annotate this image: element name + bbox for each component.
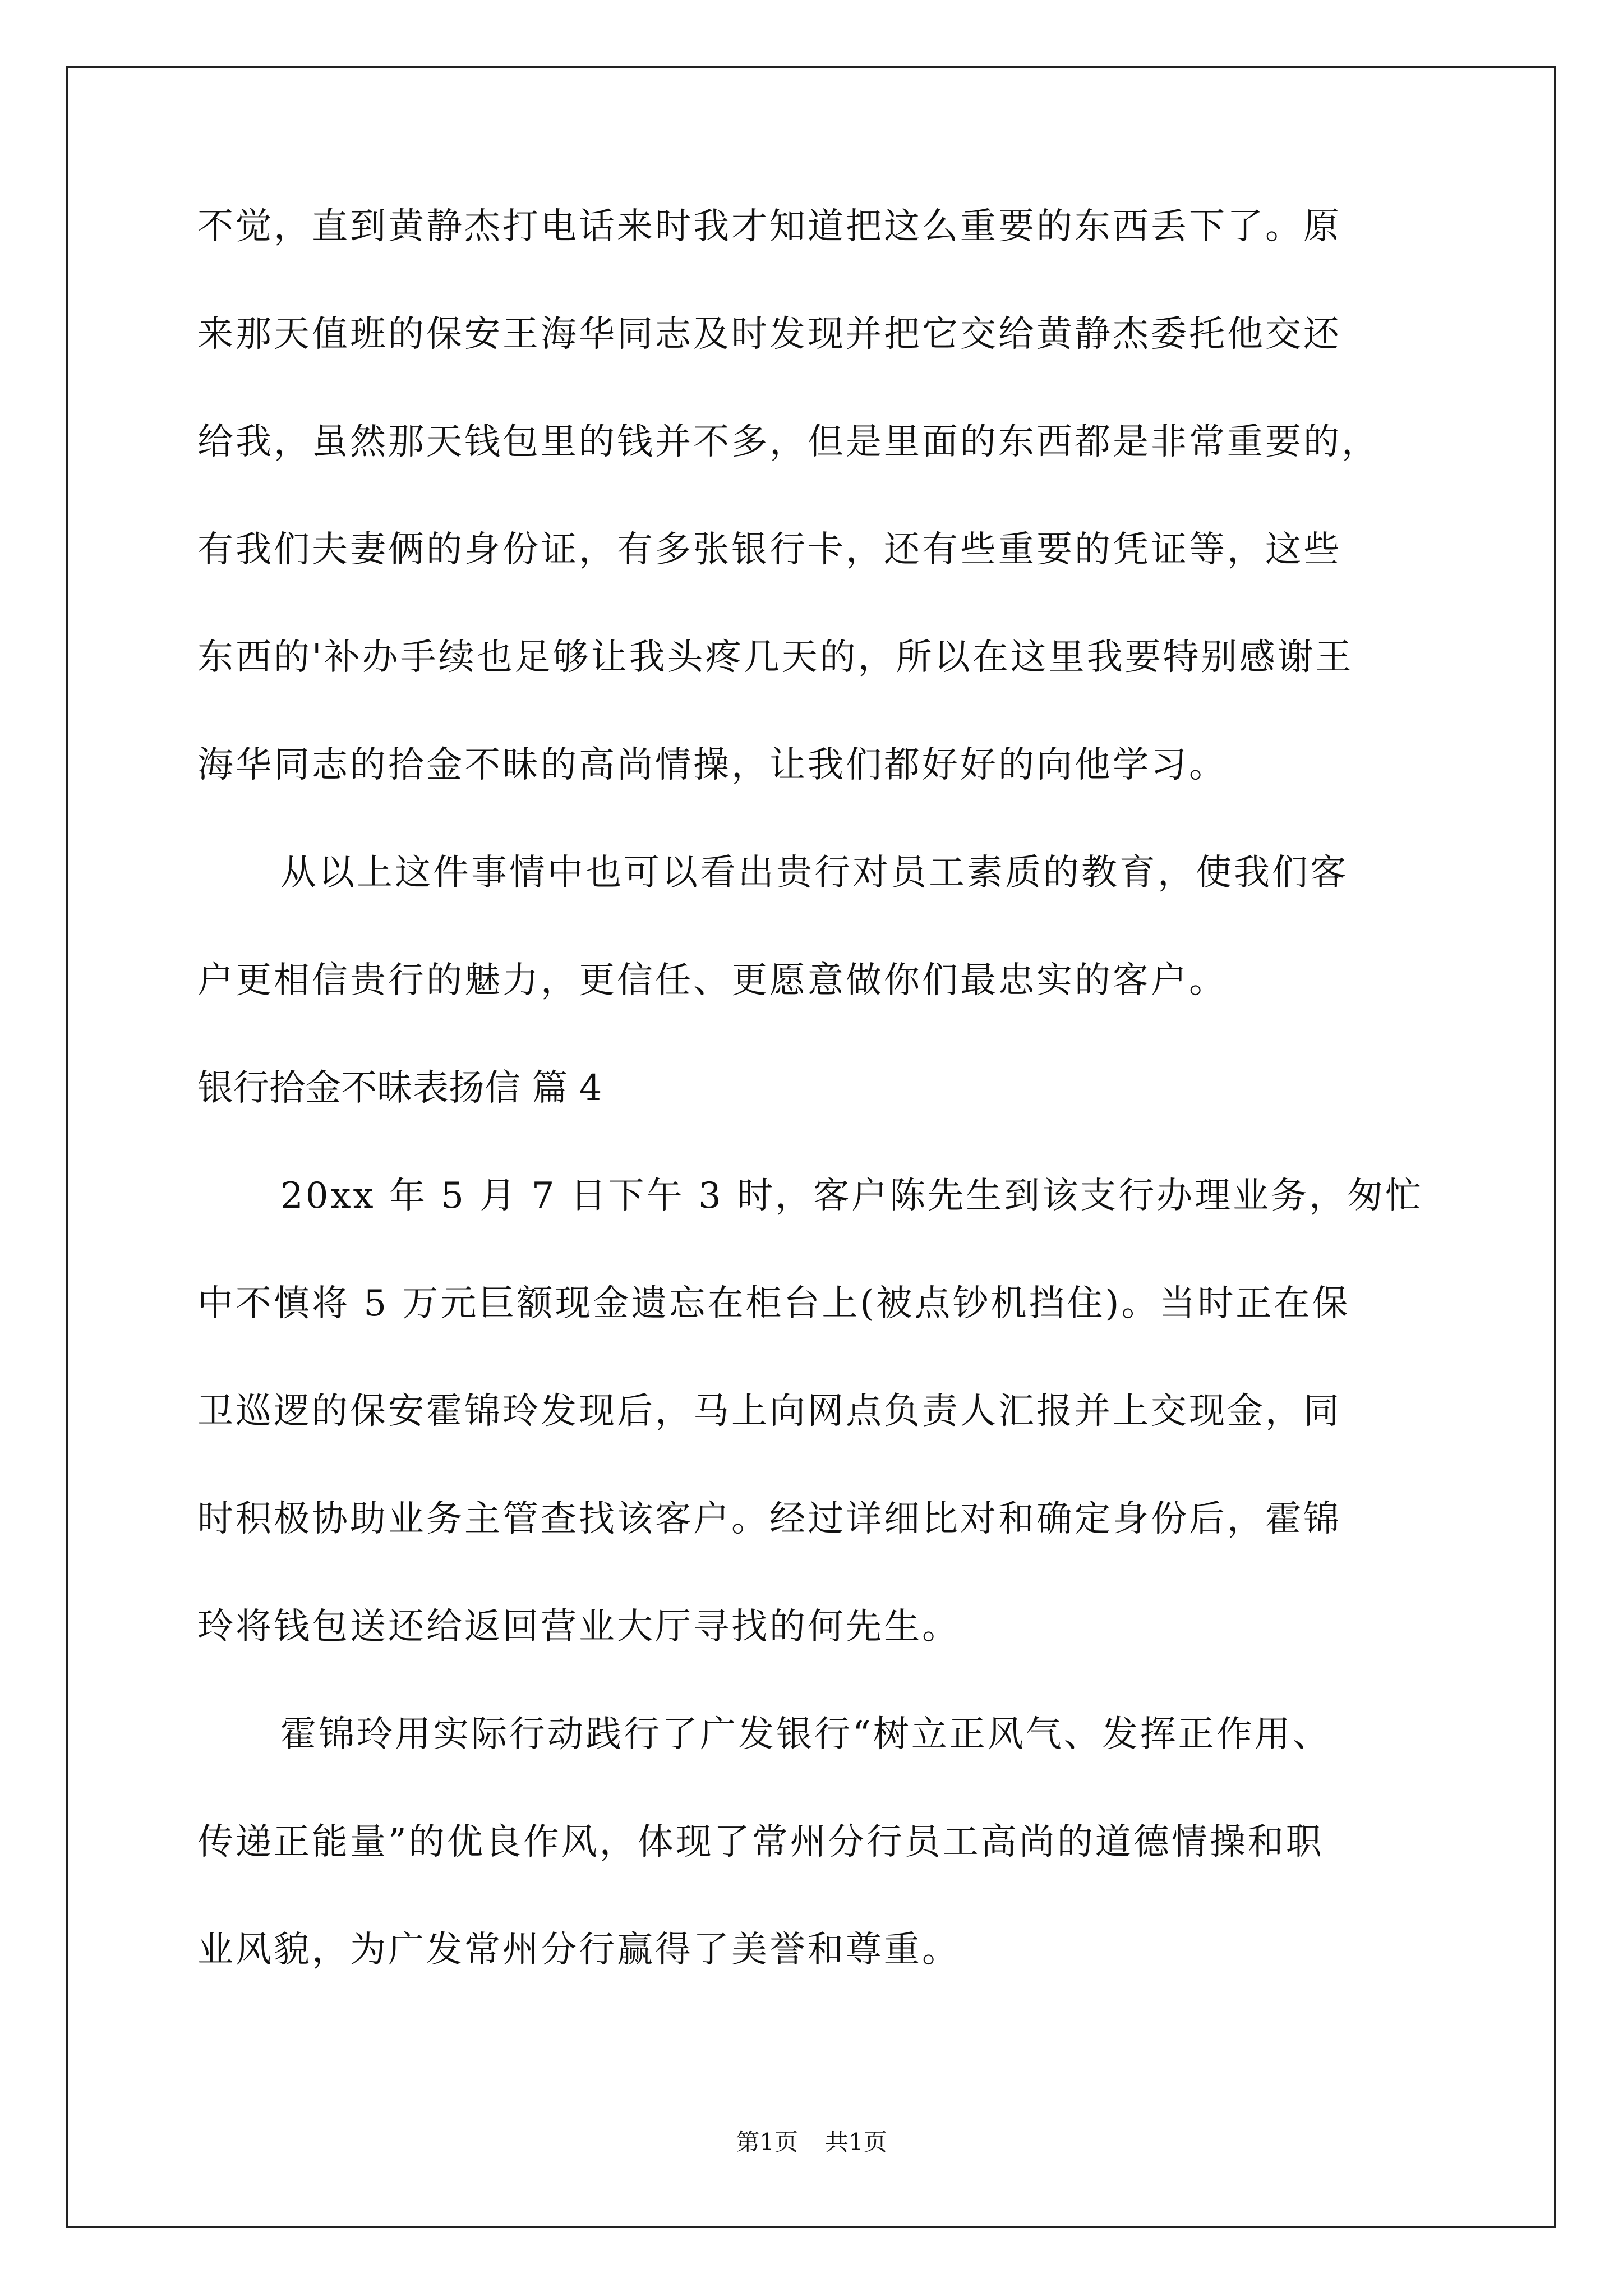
text-line: 不觉，直到黄静杰打电话来时我才知道把这么重要的东西丢下了。原 — [197, 206, 1341, 247]
text-line: 来那天值班的保安王海华同志及时发现并把它交给黄静杰委托他交还 — [197, 314, 1341, 355]
text-line: 时积极协助业务主管查找该客户。经过详细比对和确定身份后，霍锦 — [197, 1498, 1341, 1540]
page-number: 第1页 — [736, 2128, 798, 2156]
text-line: 传递正能量”的优良作风，体现了常州分行员工高尚的道德情操和职 — [197, 1821, 1324, 1863]
text-line: 中不慎将 5 万元巨额现金遗忘在柜台上(被点钞机挡住)。当时正在保 — [197, 1283, 1350, 1324]
text-line: 卫巡逻的保安霍锦玲发现后，马上向网点负责人汇报并上交现金，同 — [197, 1391, 1341, 1432]
text-line: 玲将钱包送还给返回营业大厅寻找的何先生。 — [197, 1606, 960, 1648]
text-line: 20xx 年 5 月 7 日下午 3 时，客户陈先生到该支行办理业务，匆忙 — [280, 1175, 1424, 1217]
text-line: 东西的'补办手续也足够让我头疼几天的，所以在这里我要特别感谢王 — [197, 637, 1354, 678]
text-line: 霍锦玲用实际行动践行了广发银行“树立正风气、发挥正作用、 — [280, 1714, 1331, 1755]
page-border — [66, 66, 1556, 2228]
text-line: 业风貌，为广发常州分行赢得了美誉和尊重。 — [197, 1929, 960, 1971]
page-footer — [0, 2128, 1623, 2156]
text-line: 户更相信贵行的魅力，更信任、更愿意做你们最忠实的客户。 — [197, 960, 1227, 1001]
text-line: 有我们夫妻俩的身份证，有多张银行卡，还有些重要的凭证等，这些 — [197, 529, 1341, 570]
page-total: 共1页 — [825, 2128, 887, 2156]
text-line: 给我，虽然那天钱包里的钱并不多，但是里面的东西都是非常重要的， — [197, 421, 1380, 463]
section-heading: 银行拾金不昧表扬信 篇 4 — [197, 1068, 602, 1109]
text-line: 从以上这件事情中也可以看出贵行对员工素质的教育，使我们客 — [280, 852, 1348, 894]
text-line: 海华同志的拾金不昧的高尚情操，让我们都好好的向他学习。 — [197, 744, 1227, 786]
